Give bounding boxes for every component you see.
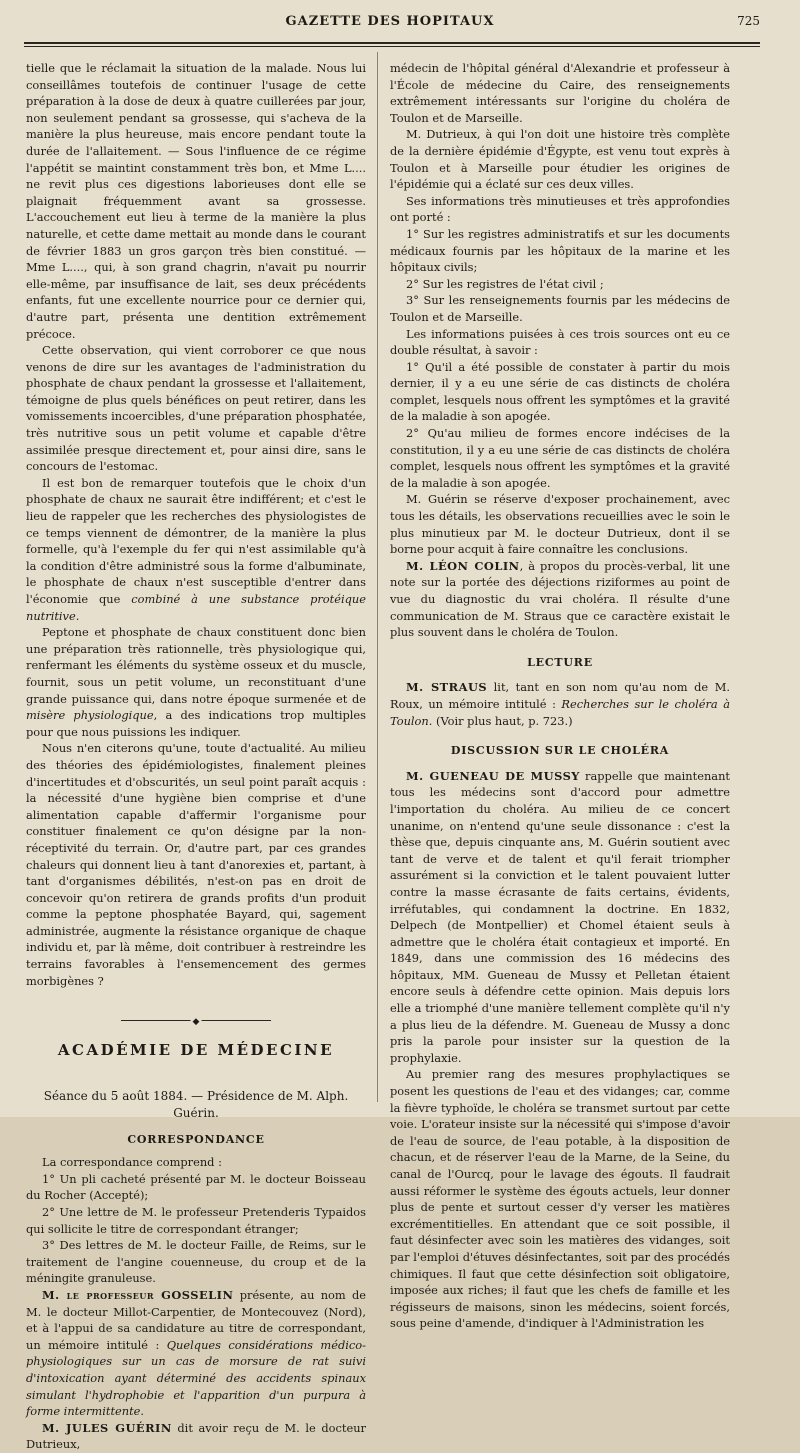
paragraph: M. JULES GUÉRIN dit avoir reçu de M. le docteur Dutrieux,: [26, 1420, 366, 1452]
list-item: 1° Qu'il a été possible de constater à partir du mois dernier, il y a eu une série de cas distincts de choléra complet, lesquels nous offrent les symptômes et la gravité de la maladie à son apogée.: [390, 359, 730, 424]
column-divider: [377, 52, 378, 1102]
paragraph: M. STRAUS lit, tant en son nom qu'au nom de M. Roux, un mémoire intitulé : Recherches sur le choléra à Toulon. (Voir plus haut, p. 723.): [390, 680, 730, 728]
paragraph: M. Dutrieux, à qui l'on doit une histoire très complète de la dernière épidémie d'Égypte, est venu tout exprès à Toulon et à Marseille pour étudier les origines de l'épidémie qui a éclaté sur ces deux villes.: [390, 127, 730, 192]
list-item: 1° Sur les registres administratifs et sur les documents médicaux fournis par les hôpitaux de la marine et les hôpitaux civils;: [390, 226, 730, 275]
paragraph: M. Guérin se réserve d'exposer prochainement, avec tous les détails, les observations recueillies avec le soin le plus minutieux par M. le docteur Dutrieux, dont il se borne pour acquit à faire connaître les conclusions.: [390, 492, 730, 557]
running-title: GAZETTE DES HOPITAUX: [285, 14, 495, 29]
paragraph: Au premier rang des mesures prophylactiques se posent les questions de l'eau et des vidanges; car, comme la fièvre typhoïde, le choléra se transmet surtout par cette voie. L'orateur insiste sur la nécessité qui s'impose d'avoir de l'eau de source, de l'eau potable, à la disposition de chacun, et de réserver l'eau de la Marne, de la Seine, du canal de l'Ourcq, pour le lavage des égouts. Il faudrait aussi réformer le système des égouts actuels, leur donner plus de pente et surtout cesser d'y verser les matières excrémentitielles. En attendant que ce soit possible, il faut désinfecter avec soin les matières des vidanges, soit par l'emploi d'étuves désinfectantes, soit par des procédés chimiques. Il faut que cette désinfection soit obligatoire, imposée aux riches; il faut que les chefs de famille et les régisseurs de maisons, sinon les médecins, soient forcés, sous peine d'amende, d'indiquer à l'Administration les: [390, 1067, 730, 1331]
paragraph: Nous n'en citerons qu'une, toute d'actualité. Au milieu des théories des épidémiologistes, finalement pleines d'incertitudes et d'obscurités, un seul point paraît acquis : la nécessité d'une hygiène bien comprise et d'une alimentation capable d'affermir l'organisme pour constituer finalement ce qu'on désigne par la non-réceptivité du terrain. Or, d'autre part, par ces grandes chaleurs qui donnent lieu à tant d'anorexies et, partant, à tant d'organismes débilités, n'est-on pas en droit de concevoir qu'on retirera de grands profits d'un produit comme la peptone phosphatée Bayard, qui, sagement administrée, augmente la résistance organique de chaque individu et, par là même, doit contribuer à restreindre les terrains favorables à l'ensemencement des germes morbigènes ?: [26, 741, 366, 988]
paragraph: M. GUENEAU DE MUSSY rappelle que maintenant tous les médecins sont d'accord pour admettre l'importation du choléra. Au milieu de ce concert unanime, on n'entend qu'une seule dissonance : c'est la thèse que, depuis cinquante ans, M. Guérin soutient avec tant de verve et de talent et qu'il ferait triompher assurément si la conviction et le talent pouvaient lutter contre la masse écrasante de faits certains, évidents, irréfutables, qui condamnent la doctrine. En 1832, Delpech (de Montpellier) et Chomel étaient seuls à admettre que le choléra était contagieux et importé. En 1849, dans une commission des 16 médecins des hôpitaux, MM. Gueneau de Mussy et Pelletan étaient encore seuls à défendre cette opinion. Mais depuis lors elle a triomphé d'une manière tellement complète qu'il n'y a plus lieu de la défendre. M. Gueneau de Mussy a donc pris la parole pour insister sur la question de la prophylaxie.: [390, 768, 730, 1065]
paragraph: M. le professeur GOSSELIN présente, au nom de M. le docteur Millot-Carpentier, de Montecouvez (Nord), et à l'appui de sa candidature au titre de correspondant, un mémoire intitulé : Quelques considérations médico-physiologiques sur un cas de morsure de rat suivi d'intoxication ayant déterminé des accidents spinaux simulant l'hydrophobie et l'apparition d'un purpura à forme intermittente.: [26, 1287, 366, 1419]
list-item: 2° Qu'au milieu de formes encore indécises de la constitution, il y a eu une série de cas distincts de choléra complet, lesquels nous offrent les symptômes et la gravité de la maladie à son apogée.: [390, 426, 730, 490]
paragraph: La correspondance comprend :: [42, 1155, 222, 1170]
page-header: [20, 14, 760, 34]
section-separator: ◆: [26, 1011, 366, 1028]
paragraph: Les informations puisées à ces trois sources ont eu ce double résultat, à savoir :: [390, 326, 730, 358]
paragraph: tielle que le réclamait la situation de la malade. Nous lui conseillâmes toutefois de continuer l'usage de cette préparation à la dose de deux à quatre cuillerées par jour, non seulement pendant sa grossesse, qui s'acheva de la manière la plus heureuse, mais encore pendant toute la durée de l'allaitement. — Sous l'influence de ce régime l'appétit se maintint constamment très bon, et Mme L.... ne revit plus ces digestions laborieuses dont elle se plaignait fréquemment avant sa grossesse. L'accouchement eut lieu à terme de la manière la plus naturelle, et cette dame mettait au monde dans le courant de février 1883 un gros garçon très bien constitué. — Mme L...., qui, à son grand chagrin, n'avait pu nourrir elle-même, par insuffisance de lait, ses deux précédents enfants, fut une excellente nourrice pour ce dernier qui, d'autre part, présenta une dentition extrêmement précoce.: [26, 61, 366, 341]
list-item: 3° Sur les renseignements fournis par les médecins de Toulon et de Marseille.: [390, 293, 730, 324]
section-heading-correspondance: CORRESPONDANCE: [127, 1132, 265, 1146]
section-heading-discussion: DISCUSSION SUR LE CHOLÉRA: [450, 744, 670, 758]
page-number: 725: [737, 14, 760, 28]
paragraph: M. LÉON COLIN, à propos du procès-verbal, lit une note sur la portée des déjections riziformes au point de vue du diagnostic du vrai choléra. Il résulte d'une communication de M. Straus que ce caractère existait le plus souvent dans le choléra de Toulon.: [390, 558, 730, 640]
paragraph: médecin de l'hôpital général d'Alexandrie et professeur à l'École de médecine du Caire, des renseignements extrêmement intéressants sur l'origine du choléra de Toulon et de Marseille.: [390, 61, 730, 125]
paragraph: Il est bon de remarquer toutefois que le choix d'un phosphate de chaux ne saurait être indifférent; et c'est le lieu de rappeler que les recherches des physiologistes de ce temps viennent de démontrer, de la manière la plus formelle, qu'à l'exemple du fer qui n'est assimilable qu'à la condition d'être administré sous la forme d'albuminate, le phosphate de chaux n'est susceptible d'entrer dans l'économie que combiné à une substance protéique nutritive.: [26, 475, 366, 623]
section-heading-lecture: LECTURE: [527, 655, 593, 669]
paragraph: Cette observation, qui vient corroborer ce que nous venons de dire sur les avantages de l'administration du phosphate de chaux pendant la grossesse et l'allaitement, témoigne de plus quels bénéfices on peut retirer, dans les vomissements incoercibles, d'une préparation phosphatée, très nutritive sous un petit volume et capable d'être assimilée presque directement et, pour ainsi dire, sans le concours de l'estomac.: [26, 343, 366, 474]
list-item: 3° Des lettres de M. le docteur Faille, de Reims, sur le traitement de l'angine couenneuse, du croup et de la méningite granuleuse.: [26, 1238, 366, 1286]
list-item: 2° Une lettre de M. le professeur Pretenderis Typaidos qui sollicite le titre de correspondant étranger;: [26, 1205, 366, 1236]
left-column: [26, 60, 366, 1453]
right-column: [390, 60, 730, 1332]
academy-title: ACADÉMIE DE MÉDECINE: [57, 1040, 335, 1059]
list-item: 2° Sur les registres de l'état civil ;: [406, 276, 604, 291]
paragraph: Ses informations très minutieuses et très approfondies ont porté :: [390, 193, 730, 225]
header-rule-thin: [24, 46, 760, 47]
list-item: 1° Un pli cacheté présenté par M. le docteur Boisseau du Rocher (Accepté);: [26, 1171, 366, 1203]
session-line: Séance du 5 août 1884. — Présidence de M. Alph. Guérin.: [43, 1089, 349, 1121]
header-rule: [24, 42, 760, 44]
paragraph: Peptone et phosphate de chaux constituent donc bien une préparation très rationnelle, très physiologique qui, renfermant les éléments du système osseux et du muscle, fournit, sous un petit volume, un reconstituant d'une grande puissance qui, dans notre époque surmenée et de misère physiologique, a des indications trop multiples pour que nous puissions les indiquer.: [26, 625, 366, 739]
